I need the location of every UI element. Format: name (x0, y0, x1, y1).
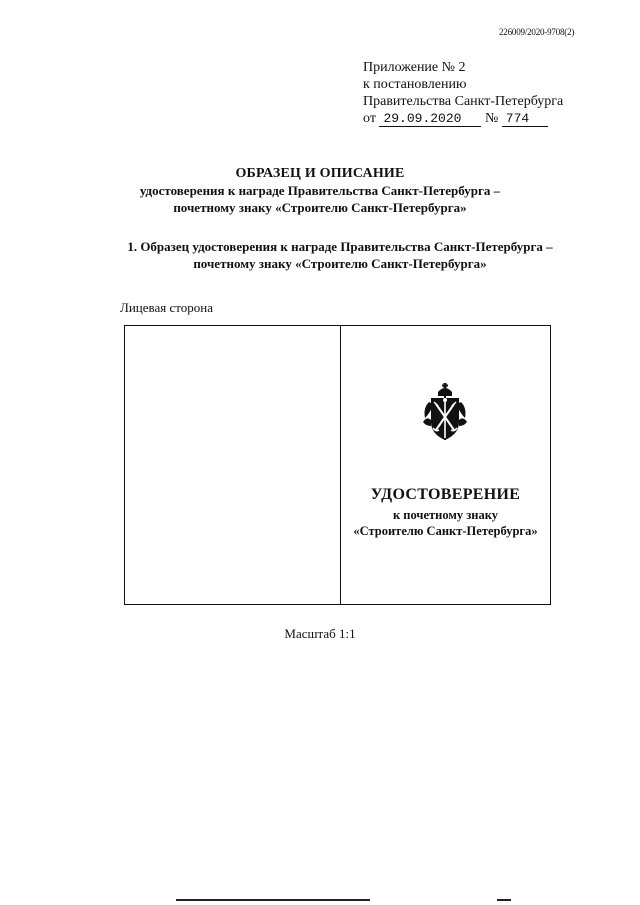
certificate-subtitle-2: «Строителю Санкт-Петербурга» (353, 524, 538, 538)
title-line-3: почетному знаку «Строителю Санкт-Петербурга» (173, 200, 467, 215)
certificate-title: УДОСТОВЕРЕНИЕ (370, 486, 521, 503)
footer-rule-left (176, 899, 370, 901)
face-side-label: Лицевая сторона (120, 300, 213, 315)
scale-note: Масштаб 1:1 (284, 626, 356, 641)
certificate-back-panel (125, 326, 340, 604)
appendix-line-3: Правительства Санкт-Петербурга (363, 94, 564, 109)
title-line-2: удостоверения к награде Правительства Санкт-Петербурга – (139, 183, 501, 198)
title-main: ОБРАЗЕЦ И ОПИСАНИЕ (235, 166, 405, 181)
number-prefix: № (484, 111, 499, 126)
appendix-block (363, 59, 593, 127)
resolution-number: 774 (502, 112, 548, 127)
section-line-2: почетному знаку «Строителю Санкт-Петербурга» (193, 256, 487, 271)
section-line-1: 1. Образец удостоверения к награде Правительства Санкт-Петербурга – (127, 239, 553, 254)
certificate-subtitle-1: к почетному знаку (392, 508, 499, 522)
appendix-line-2: к постановлению (363, 77, 467, 92)
certificate-sample (124, 325, 551, 605)
document-id: 226009/2020-9708(2) (499, 27, 575, 37)
appendix-line-1: Приложение № 2 (363, 60, 466, 75)
document-title (0, 165, 640, 216)
date-prefix: от (363, 111, 376, 126)
footer-rule-right (497, 899, 511, 901)
appendix-date-row (363, 110, 593, 127)
section-heading (120, 238, 560, 272)
certificate-front-panel (341, 326, 550, 604)
spb-coat-of-arms-icon (421, 382, 469, 444)
resolution-date: 29.09.2020 (379, 112, 481, 127)
